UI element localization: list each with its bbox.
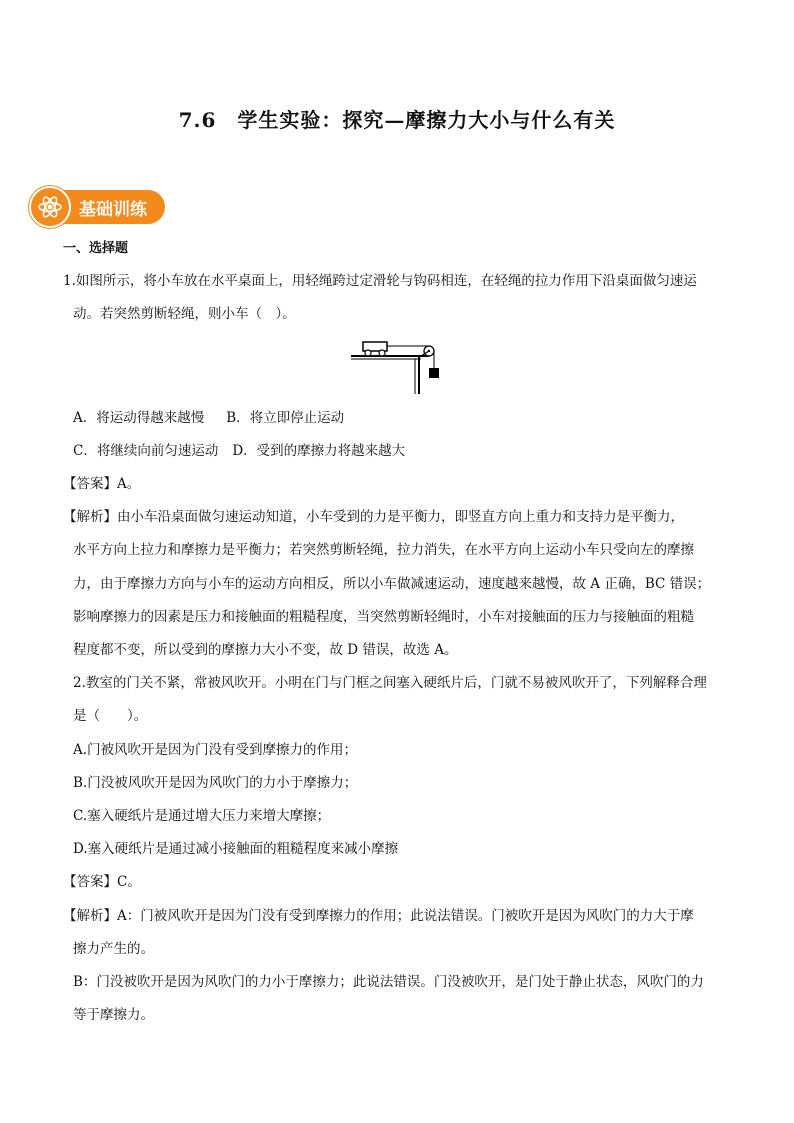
q1-stem-line2: 动。若突然剪断轻绳，则小车（ ）。 <box>73 306 296 323</box>
q2-analysis-line3: B：门没被吹开是因为风吹门的力小于摩擦力；此说法错误。门没被吹开，是门处于静止状态，风吹门的力 <box>73 974 704 991</box>
q2-option-c: C.塞入硬纸片是通过增大压力来增大摩擦； <box>73 808 331 825</box>
page-title: 7.6 学生实验：探究—摩擦力大小与什么有关 <box>178 108 616 132</box>
q1-option-c: C．将继续向前匀速运动 <box>73 442 219 459</box>
q1-option-b: B．将立即停止运动 <box>226 409 345 426</box>
atom-icon <box>29 186 71 228</box>
cart-pulley-diagram <box>349 334 445 396</box>
q2-option-d: D.塞入硬纸片是通过减小接触面的粗糙程度来减小摩擦 <box>73 841 399 858</box>
q1-analysis-line1: 【解析】由小车沿桌面做匀速运动知道，小车受到的力是平衡力，即竖直方向上重力和支持力是平衡力， <box>63 509 684 526</box>
section-badge <box>29 188 165 226</box>
q1-option-d: D．受到的摩擦力将越来越大 <box>232 442 406 459</box>
exercise-content <box>63 232 733 1032</box>
q1-analysis-line4: 影响摩擦力的因素是压力和接触面的粗糙程度，当突然剪断轻绳时，小车对接触面的压力与接触面的粗糙 <box>73 608 694 625</box>
q1-options-cd <box>73 435 733 468</box>
q2-stem-line2: 是（ ）。 <box>73 708 148 725</box>
q1-analysis-line2: 水平方向上拉力和摩擦力是平衡力；若突然剪断轻绳，拉力消失，在水平方向上运动小车只受向左的摩擦 <box>73 542 694 559</box>
q1-options-ab <box>73 402 733 435</box>
q2-analysis-line1: 【解析】A：门被风吹开是因为门没有受到摩擦力的作用；此说法错误。门被吹开是因为风吹门的力大于摩 <box>63 907 694 924</box>
q1-figure <box>73 334 733 396</box>
q2-option-a: A.门被风吹开是因为门没有受到摩擦力的作用； <box>73 741 358 758</box>
q2-analysis-line2: 擦力产生的。 <box>73 940 154 957</box>
q1-option-a: A．将运动得越来越慢 <box>73 409 205 426</box>
q2-option-b: B.门没被风吹开是因为风吹门的力小于摩擦力； <box>73 774 358 791</box>
q1-analysis-line5: 程度都不变，所以受到的摩擦力大小不变，故 D 错误，故选 A。 <box>73 642 458 659</box>
q2-answer: 【答案】C。 <box>63 874 141 891</box>
q1-analysis-line3: 力，由于摩擦力方向与小车的运动方向相反，所以小车做减速运动，速度越来越慢，故 A 正确，BC 错误； <box>73 575 711 592</box>
badge-label: 基础训练 <box>63 190 165 224</box>
section-heading: 一、选择题 <box>63 241 129 256</box>
q1-stem-line1: 1.如图所示，将小车放在水平桌面上，用轻绳跨过定滑轮与钩码相连，在轻绳的拉力作用下沿桌面做匀速运 <box>63 273 697 290</box>
q1-answer: 【答案】A。 <box>63 476 141 493</box>
q2-stem-line1: 2.教室的门关不紧，常被风吹开。小明在门与门框之间塞入硬纸片后，门就不易被风吹开了，下列解释合理 <box>73 675 707 692</box>
q2-analysis-line4: 等于摩擦力。 <box>73 1007 154 1024</box>
